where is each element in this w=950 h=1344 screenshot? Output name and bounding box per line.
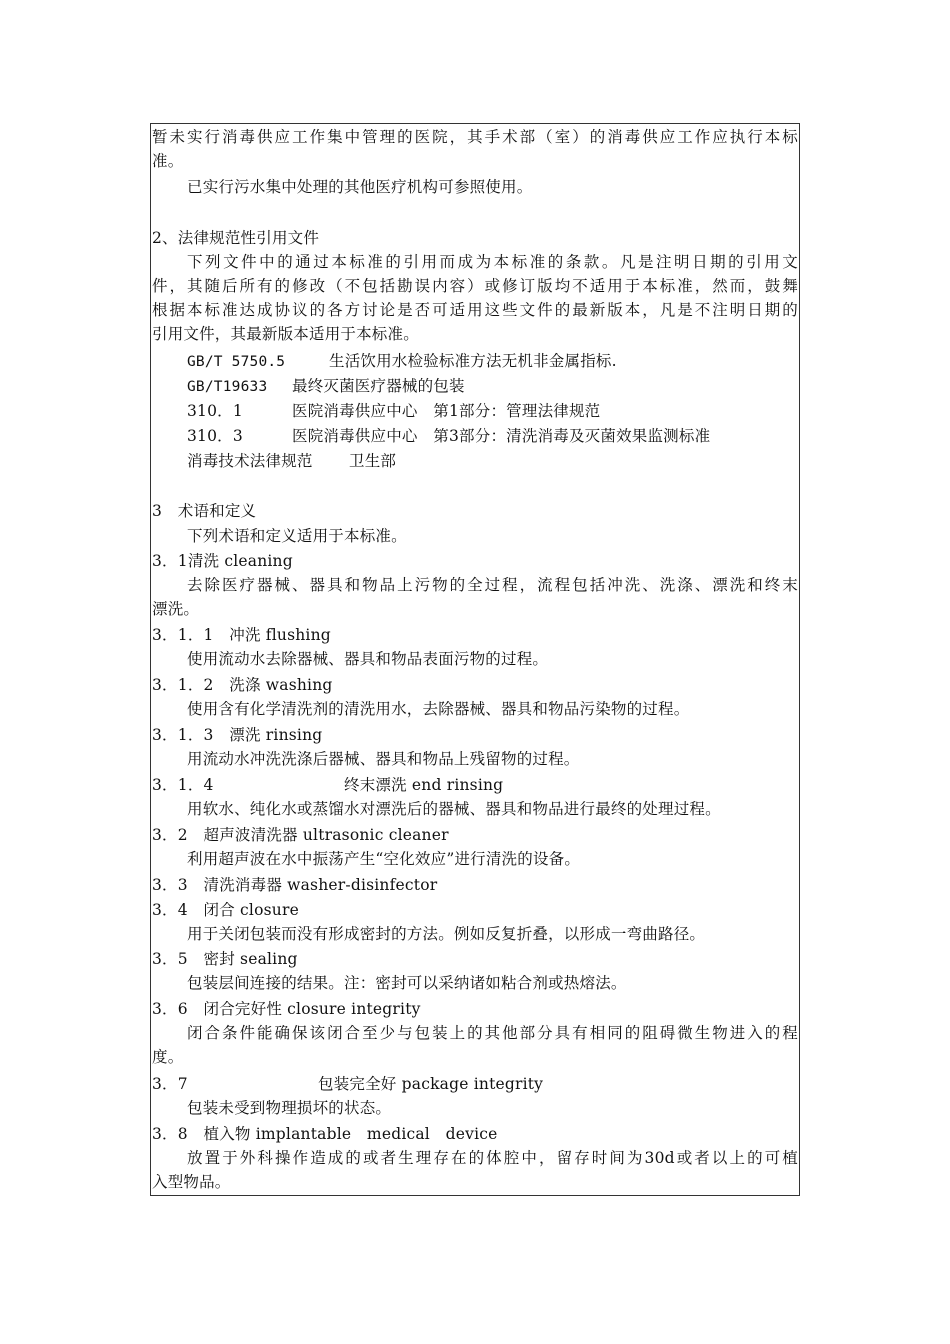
term-definition: 漂洗。: [152, 600, 200, 618]
term-definition: 用于关闭包装而没有形成密封的方法。例如反复折叠，以形成一弯曲路径。: [187, 925, 706, 943]
term-heading: 3．1清洗 cleaning: [152, 552, 293, 570]
reference-item: [187, 424, 710, 448]
reference-title: 生活饮用水检验标准方法无机非金属指标.: [329, 352, 617, 370]
reference-title: 医院消毒供应中心 第1部分：管理法律规范: [292, 402, 601, 420]
section2-paragraph-line: 下列文件中的通过本标准的引用而成为本标准的条款。凡是注明日期的引用文: [187, 253, 798, 271]
term-heading: [152, 1072, 543, 1096]
term-number: 3．7: [152, 1075, 188, 1093]
term-definition: 去除医疗器械、器具和物品上污物的全过程，流程包括冲洗、洗涤、漂洗和终末: [187, 576, 798, 594]
section2-heading: 2、法律规范性引用文件: [152, 229, 320, 247]
section3-intro: 下列术语和定义适用于本标准。: [187, 527, 407, 545]
term-heading: 3．3 清洗消毒器 washer-disinfector: [152, 876, 438, 894]
term-heading: 3．8 植入物 implantable medical device: [152, 1125, 498, 1143]
reference-code: 消毒技术法律规范: [187, 452, 313, 470]
term-heading: 3．1．2 洗涤 washing: [152, 676, 333, 694]
term-definition: 度。: [152, 1048, 184, 1066]
term-definition: 放置于外科操作造成的或者生理存在的体腔中，留存时间为30d或者以上的可植: [187, 1149, 798, 1167]
reference-item: [187, 399, 600, 423]
reference-code: GB/T19633: [187, 379, 268, 395]
section2-paragraph-line: 件，其随后所有的修改（不包括勘误内容）或修订版均不适用于本标准，然而，鼓舞: [152, 277, 798, 295]
reference-code: 310．3: [187, 427, 243, 445]
reference-title: 医院消毒供应中心 第3部分：清洗消毒及灭菌效果监测标准: [292, 427, 711, 445]
reference-code: 310．1: [187, 402, 243, 420]
term-heading: 3．5 密封 sealing: [152, 950, 298, 968]
section2-paragraph-line: 根据本标准达成协议的各方讨论是否可适用这些文件的最新版本，凡是不注明日期的: [152, 301, 798, 319]
section3-heading: 3 术语和定义: [152, 502, 257, 520]
intro-line-1: 暂未实行消毒供应工作集中管理的医院，其手术部（室）的消毒供应工作应执行本标: [152, 128, 798, 146]
term-definition: 使用含有化学清洗剂的清洗用水，去除器械、器具和物品污染物的过程。: [187, 700, 690, 718]
term-heading: 3．4 闭合 closure: [152, 901, 299, 919]
term-heading: 3．1．3 漂洗 rinsing: [152, 726, 323, 744]
term-definition: 入型物品。: [152, 1173, 231, 1191]
term-definition: 利用超声波在水中振荡产生“空化效应”进行清洗的设备。: [187, 850, 581, 868]
term-heading: [152, 773, 503, 797]
term-name: 终末漂洗 end rinsing: [344, 776, 504, 794]
intro-line-3: 已实行污水集中处理的其他医疗机构可参照使用。: [187, 178, 533, 196]
term-number: 3．1．4: [152, 776, 214, 794]
term-definition: 包装层间连接的结果。注：密封可以采纳诸如粘合剂或热熔法。: [187, 974, 627, 992]
term-definition: 闭合条件能确保该闭合至少与包装上的其他部分具有相同的阻碍微生物进入的程: [187, 1024, 798, 1042]
term-heading: 3．6 闭合完好性 closure integrity: [152, 1000, 421, 1018]
reference-item: [187, 374, 465, 398]
reference-title: 最终灭菌医疗器械的包装: [292, 377, 465, 395]
reference-code: GB/T 5750.5: [187, 354, 286, 370]
term-definition: 用软水、纯化水或蒸馏水对漂洗后的器械、器具和物品进行最终的处理过程。: [187, 800, 721, 818]
term-definition: 使用流动水去除器械、器具和物品表面污物的过程。: [187, 650, 549, 668]
term-heading: 3．1．1 冲洗 flushing: [152, 626, 331, 644]
reference-title: 卫生部: [349, 452, 397, 470]
term-definition: 包装未受到物理损坏的状态。: [187, 1099, 392, 1117]
intro-line-2: 准。: [152, 152, 184, 170]
term-name: 包装完全好 package integrity: [318, 1075, 544, 1093]
reference-item: [187, 449, 396, 473]
section2-paragraph-line: 引用文件，其最新版本适用于本标准。: [152, 325, 419, 343]
reference-item: [187, 349, 617, 373]
term-definition: 用流动水冲洗洗涤后器械、器具和物品上残留物的过程。: [187, 750, 580, 768]
term-heading: 3．2 超声波清洗器 ultrasonic cleaner: [152, 826, 449, 844]
